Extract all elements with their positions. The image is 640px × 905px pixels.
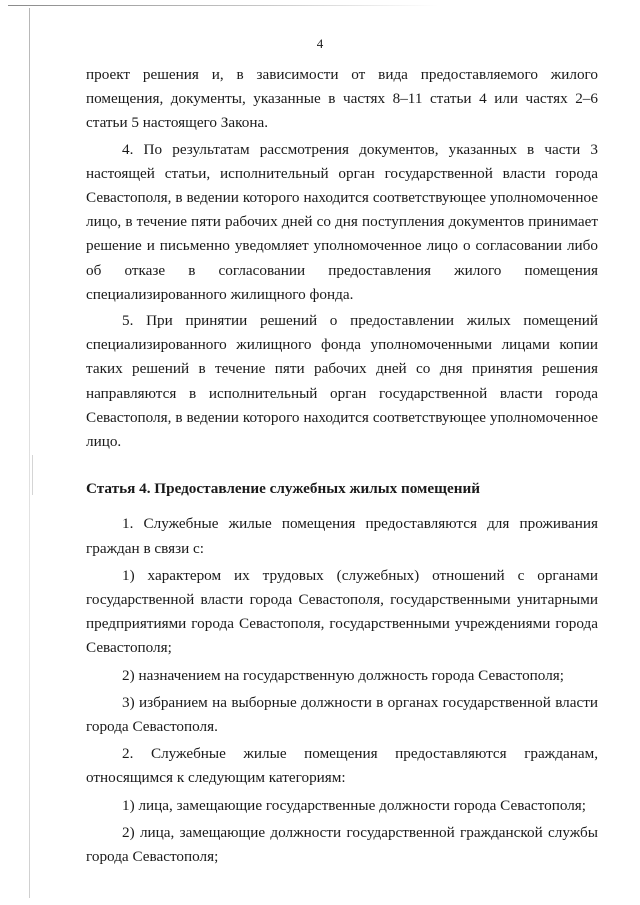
paragraph-item-5: 5. При принятии решений о предоставлении жилых помещений специализированного жилищного фонда уполномоченными лицами копии таких решений в течение пяти рабочих дней со дня принятия решения направляются в исполнительный орган государственной власти города Севастополя, в ведении которого находится соответствующее уполномоченное лицо. xyxy=(86,312,598,451)
article-category-2: 2) лица, замещающие должности государственной гражданской службы города Севастополя; xyxy=(86,823,598,866)
article-paragraph-2: 2. Служебные жилые помещения предоставляются гражданам, относящимся к следующим категориям: xyxy=(86,745,598,787)
article-category-1: 1) лица, замещающие государственные должности города Севастополя; xyxy=(122,796,587,814)
paragraph-item-4: 4. По результатам рассмотрения документов, указанных в части 3 настоящей статьи, исполнительный орган государственной власти города Севастополя, в ведении которого находится соответствующее уполномоченное лицо, в течение пяти рабочих дней со дня поступления документов принимает решение и письменно уведомляет уполномоченное лицо о согласовании либо об отказе в согласовании предоставления жилого помещения специализированного жилищного фонда. xyxy=(86,140,598,303)
page-number: 4 xyxy=(316,36,324,51)
article-subitem-3: 3) избранием на выборные должности в органах государственной власти города Севастополя. xyxy=(86,693,598,736)
scan-border-left xyxy=(29,8,30,898)
article-subitem-1: 1) характером их трудовых (служебных) отношений с органами государственной власти города Севастополя, государственными унитарными предприятиями города Севастополя, государственными учреждениями города Севастополя; xyxy=(86,566,598,657)
paragraph-continuation: проект решения и, в зависимости от вида предоставляемого жилого помещения, документы, указанные в частях 8–11 статьи 4 или частях 2–6 статьи 5 настоящего Закона. xyxy=(86,66,598,132)
scan-border-top xyxy=(8,5,438,6)
article-subitem-2: 2) назначением на государственную должность города Севастополя; xyxy=(122,666,564,684)
scan-mark-left xyxy=(32,455,33,495)
article-paragraph-1: 1. Служебные жилые помещения предоставляются для проживания граждан в связи с: xyxy=(86,515,598,557)
document-body xyxy=(86,63,598,869)
article-heading: Статья 4. Предоставление служебных жилых помещений xyxy=(86,480,480,498)
